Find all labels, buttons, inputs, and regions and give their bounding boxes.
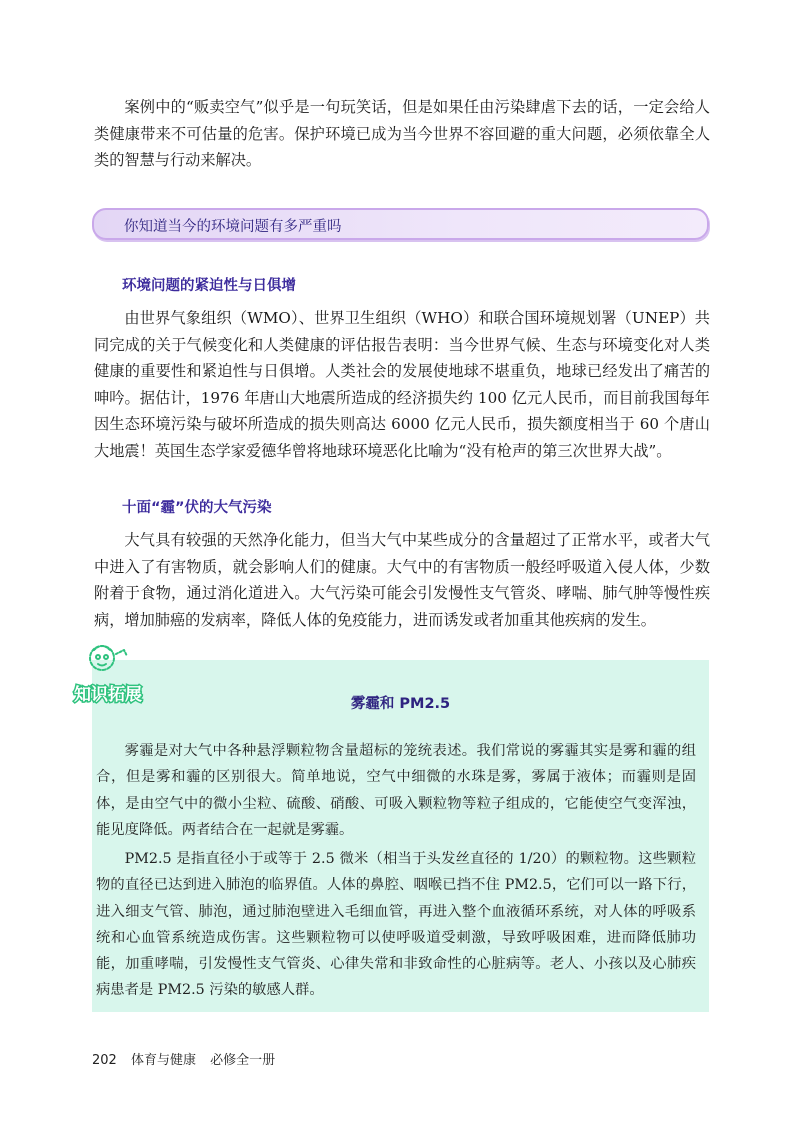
- knowledge-extension-badge-icon: [72, 640, 154, 710]
- subsection-heading-urgency: 环境问题的紧迫性与日俱增: [122, 278, 296, 294]
- book-volume: 必修全一册: [210, 1053, 276, 1068]
- intro-paragraph: 案例中的“贩卖空气”似乎是一句玩笑话，但是如果任由污染肆虐下去的话，一定会给人类健康带来不可估量的危害。保护环境已成为当今世界不容回避的重大问题，必须依靠全人类的智慧与行动来解决。: [94, 98, 710, 169]
- box-paragraph-pm25: PM2.5 是指直径小于或等于 2.5 微米（相当于头发丝直径的 1/20）的颗粒物。这些颗粒物的直径已达到进入肺泡的临界值。人体的鼻腔、咽喉已挡不住 PM2.5，它们可以一路下行，进入细支气管、肺泡，通过肺泡壁进入毛细血管，再进入整个血液循环系统，对人体的呼吸系统和心血管系统造成伤害。这些颗粒物可以使呼吸道受刺激，导致呼吸困难，进而降低肺功能，加重哮喘，引发慢性支气管炎、心律失常和非致命性的心脏病等。老人、小孩以及心肺疾病患者是 PM2.5 污染的敏感人群。: [96, 851, 696, 999]
- badge-label: 知识拓展: [74, 685, 142, 705]
- box-paragraph-haze: 雾霾是对大气中各种悬浮颗粒物含量超标的笼统表述。我们常说的雾霾其实是雾和霾的组合，但是雾和霾的区别很大。简单地说，空气中细微的水珠是雾，雾属于液体；而霾则是固体，是由空气中的微小尘粒、硫酸、硝酸、可吸入颗粒物等粒子组成的，它能使空气变浑浊，能见度降低。两者结合在一起就是雾霾。: [96, 743, 696, 838]
- subsection-heading-air-pollution: 十面“霾”伏的大气污染: [122, 500, 272, 516]
- page-footer: [92, 1049, 285, 1068]
- section-title: 你知道当今的环境问题有多严重吗: [124, 219, 342, 235]
- section-title-bar: [92, 208, 709, 240]
- box-title: 雾霾和 PM2.5: [350, 696, 451, 712]
- page-number: 202: [92, 1053, 117, 1068]
- book-title: 体育与健康: [130, 1053, 196, 1068]
- knowledge-extension-box: [92, 660, 709, 1012]
- urgency-paragraph: 由世界气象组织（WMO）、世界卫生组织（WHO）和联合国环境规划署（UNEP）共同完成的关于气候变化和人类健康的评估报告表明：当今世界气候、生态与环境变化对人类健康的重要性和紧迫性与日俱增。人类社会的发展使地球不堪重负，地球已经发出了痛苦的呻吟。据估计，1976 年唐山大地震所造成的经济损失约 100 亿元人民币，而目前我国每年因生态环境污染与破坏所造成的损失则高达 6000 亿元人民币，损失额度相当于 60 个唐山大地震！英国生态学家爱德华曾将地球环境恶化比喻为“没有枪声的第三次世界大战”。: [94, 309, 710, 460]
- air-pollution-paragraph: 大气具有较强的天然净化能力，但当大气中某些成分的含量超过了正常水平，或者大气中进入了有害物质，就会影响人们的健康。大气中的有害物质一般经呼吸道入侵人体，少数附着于食物，通过消化道进入。大气污染可能会引发慢性支气管炎、哮喘、肺气肿等慢性疾病，增加肺癌的发病率，降低人体的免疫能力，进而诱发或者加重其他疾病的发生。: [94, 531, 710, 629]
